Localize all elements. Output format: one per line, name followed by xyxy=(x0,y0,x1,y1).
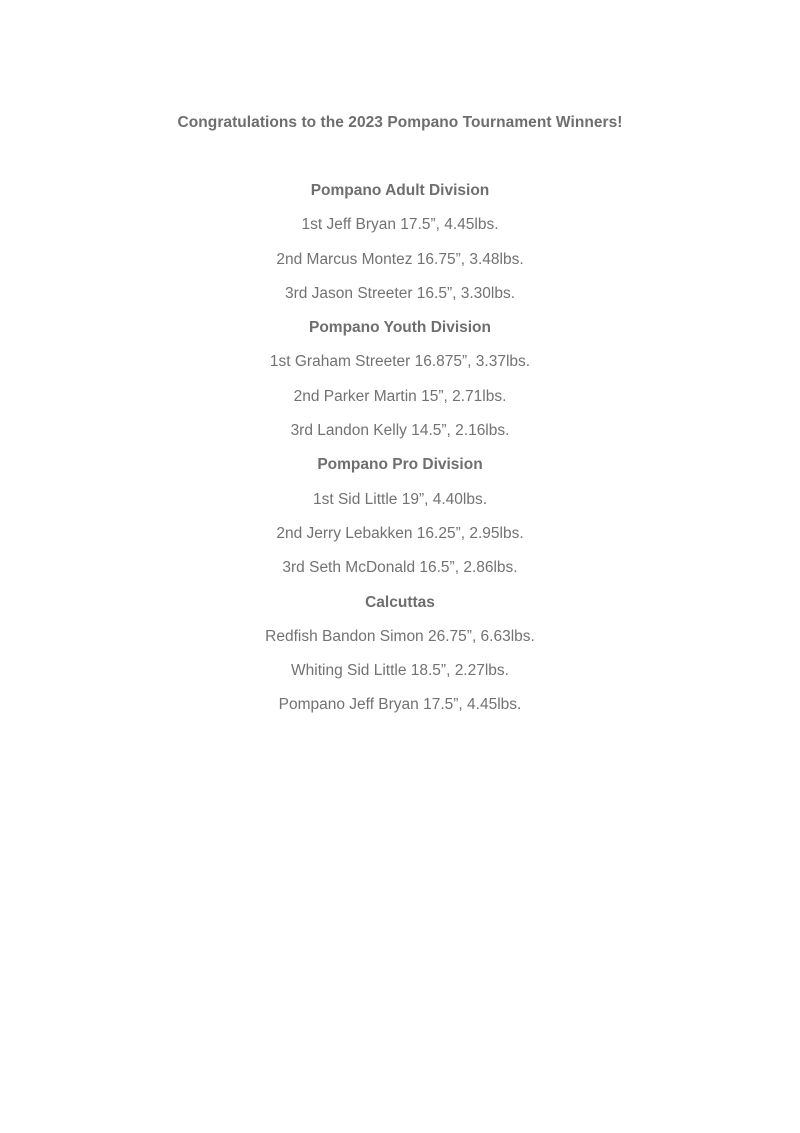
winner-entry: 1st Jeff Bryan 17.5”, 4.45lbs. xyxy=(301,216,499,234)
winner-entry: 2nd Jerry Lebakken 16.25”, 2.95lbs. xyxy=(276,524,524,542)
winner-entry: 1st Sid Little 19”, 4.40lbs. xyxy=(312,490,488,508)
winner-entry: 2nd Parker Martin 15”, 2.71lbs. xyxy=(293,387,507,405)
section-heading: Calcuttas xyxy=(365,593,435,611)
section-youth-division xyxy=(0,318,800,455)
section-heading: Pompano Adult Division xyxy=(310,182,490,199)
section-calcuttas xyxy=(0,593,800,730)
section-heading: Pompano Youth Division xyxy=(309,319,491,337)
winner-entry: 3rd Landon Kelly 14.5”, 2.16lbs. xyxy=(290,422,510,440)
winner-entry: Whiting Sid Little 18.5”, 2.27lbs. xyxy=(291,662,509,680)
winner-entry: 1st Graham Streeter 16.875”, 3.37lbs. xyxy=(269,353,531,371)
section-heading: Pompano Pro Division xyxy=(317,456,483,474)
winner-entry: 3rd Jason Streeter 16.5”, 3.30lbs. xyxy=(284,284,516,302)
section-adult-division xyxy=(0,181,800,318)
winner-entry: 3rd Seth McDonald 16.5”, 2.86lbs. xyxy=(282,559,518,577)
winner-entry: Pompano Jeff Bryan 17.5”, 4.45lbs. xyxy=(278,696,522,714)
winner-entry: Redfish Bandon Simon 26.75”, 6.63lbs. xyxy=(265,627,535,645)
winners-list xyxy=(0,181,800,730)
section-pro-division xyxy=(0,455,800,592)
winner-entry: 2nd Marcus Montez 16.75”, 3.48lbs. xyxy=(276,250,524,268)
page-title: Congratulations to the 2023 Pompano Tournament Winners! xyxy=(177,114,623,131)
